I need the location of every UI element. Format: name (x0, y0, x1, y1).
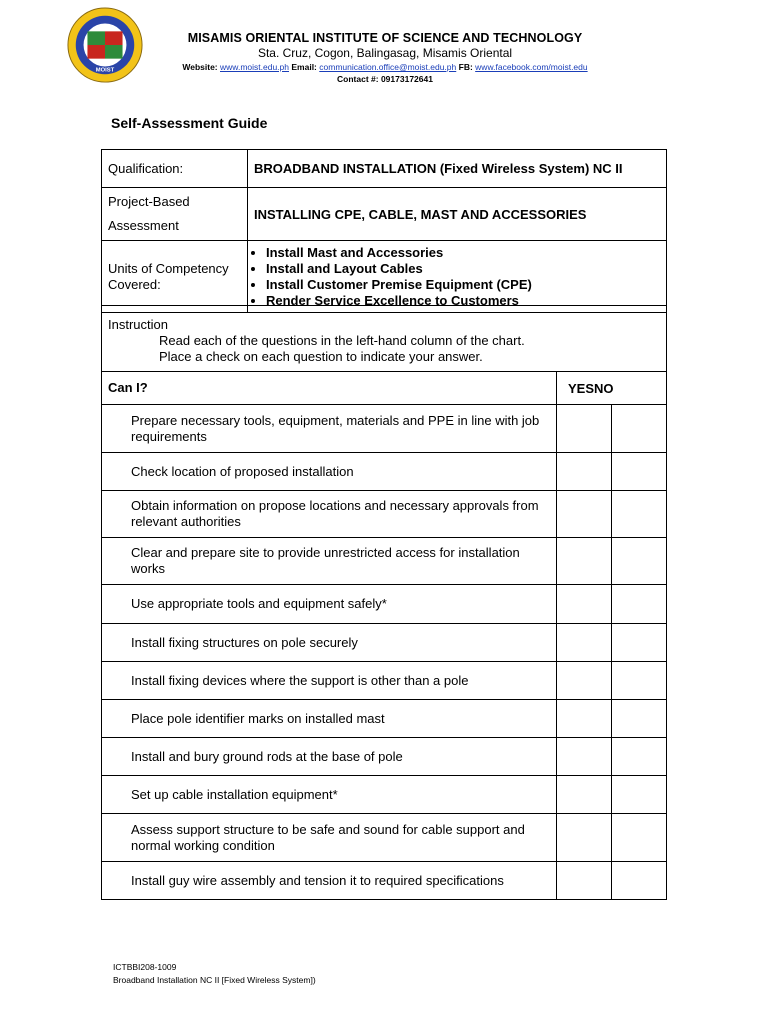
yes-checkbox-cell[interactable] (557, 662, 612, 700)
question-text: Install guy wire assembly and tension it to required specifications (102, 862, 557, 900)
question-text: Set up cable installation equipment* (102, 776, 557, 814)
no-checkbox-cell[interactable] (612, 405, 667, 453)
question-row (102, 453, 667, 491)
unit-item: • Install Mast and Accessories (266, 245, 660, 261)
project-value: INSTALLING CPE, CABLE, MAST AND ACCESSORIES (248, 188, 667, 241)
yes-checkbox-cell[interactable] (557, 862, 612, 900)
units-label: Units of Competency Covered: (102, 241, 248, 313)
question-text: Obtain information on propose locations and necessary approvals from relevant authorities (102, 491, 557, 538)
website-label: Website: (182, 62, 218, 72)
question-row (102, 862, 667, 900)
unit-item: • Install Customer Premise Equipment (CPE) (266, 277, 660, 293)
no-checkbox-cell[interactable] (612, 700, 667, 738)
document-title: Self-Assessment Guide (111, 115, 268, 131)
qualification-label: Qualification: (102, 150, 248, 188)
no-checkbox-cell[interactable] (612, 453, 667, 491)
project-label (102, 188, 248, 241)
instruction-title: Instruction (108, 317, 168, 332)
yes-checkbox-cell[interactable] (557, 585, 612, 624)
no-checkbox-cell[interactable] (612, 862, 667, 900)
units-value (248, 241, 667, 313)
no-checkbox-cell[interactable] (612, 585, 667, 624)
question-text: Assess support structure to be safe and sound for cable support and normal working condition (102, 814, 557, 862)
footer-title: Broadband Installation NC II [Fixed Wireless System]) (113, 975, 316, 985)
question-row (102, 405, 667, 453)
no-checkbox-cell[interactable] (612, 662, 667, 700)
question-row (102, 814, 667, 862)
yes-checkbox-cell[interactable] (557, 624, 612, 662)
instruction-line-2: Place a check on each question to indicate your answer. (159, 349, 483, 364)
question-text: Install and bury ground rods at the base of pole (102, 738, 557, 776)
no-checkbox-cell[interactable] (612, 624, 667, 662)
contact-number: Contact #: 09173172641 (337, 74, 433, 84)
project-row (102, 188, 667, 241)
footer-code: ICTBBI208-1009 (113, 962, 177, 972)
question-row (102, 738, 667, 776)
facebook-link[interactable]: www.facebook.com/moist.edu (475, 62, 588, 72)
logo-text: MOIST (95, 67, 115, 74)
website-link[interactable]: www.moist.edu.ph (220, 62, 289, 72)
question-row (102, 585, 667, 624)
qualification-value: BROADBAND INSTALLATION (Fixed Wireless System) NC II (248, 150, 667, 188)
qualification-row (102, 150, 667, 188)
project-label-line2: Assessment (108, 218, 179, 233)
question-row (102, 700, 667, 738)
no-checkbox-cell[interactable] (612, 814, 667, 862)
header-can-i: Can I? (102, 372, 557, 405)
no-checkbox-cell[interactable] (612, 538, 667, 585)
yes-checkbox-cell[interactable] (557, 700, 612, 738)
project-label-line1: Project-Based (108, 194, 190, 209)
no-checkbox-cell[interactable] (612, 738, 667, 776)
yes-checkbox-cell[interactable] (557, 405, 612, 453)
yes-checkbox-cell[interactable] (557, 538, 612, 585)
header-yes-no: YESNO (557, 372, 667, 405)
question-text: Install fixing devices where the support is other than a pole (102, 662, 557, 700)
units-row (102, 241, 667, 313)
instruction-box (101, 305, 667, 372)
self-assessment-checklist (101, 371, 667, 900)
website-line (150, 62, 620, 72)
school-address: Sta. Cruz, Cogon, Balingasag, Misamis Oriental (257, 46, 513, 60)
unit-item: • Install and Layout Cables (266, 261, 660, 277)
question-row (102, 662, 667, 700)
question-row (102, 776, 667, 814)
units-list (252, 245, 660, 309)
yes-checkbox-cell[interactable] (557, 814, 612, 862)
question-row (102, 491, 667, 538)
checklist-header-row (102, 372, 667, 405)
fb-label: FB: (458, 62, 473, 72)
unit-item: • Render Service Excellence to Customers (266, 293, 660, 309)
yes-checkbox-cell[interactable] (557, 776, 612, 814)
info-table (101, 149, 667, 313)
question-text: Install fixing structures on pole securely (102, 624, 557, 662)
instruction-line-1: Read each of the questions in the left-hand column of the chart. (159, 333, 525, 348)
question-text: Clear and prepare site to provide unrestricted access for installation works (102, 538, 557, 585)
question-row (102, 624, 667, 662)
question-text: Place pole identifier marks on installed mast (102, 700, 557, 738)
question-text: Check location of proposed installation (102, 453, 557, 491)
email-label: Email: (291, 62, 317, 72)
email-link[interactable]: communication.office@moist.edu.ph (319, 62, 457, 72)
question-text: Prepare necessary tools, equipment, materials and PPE in line with job requirements (102, 405, 557, 453)
no-checkbox-cell[interactable] (612, 776, 667, 814)
yes-checkbox-cell[interactable] (557, 453, 612, 491)
no-checkbox-cell[interactable] (612, 491, 667, 538)
yes-checkbox-cell[interactable] (557, 491, 612, 538)
yes-checkbox-cell[interactable] (557, 738, 612, 776)
question-text: Use appropriate tools and equipment safely* (102, 585, 557, 624)
question-row (102, 538, 667, 585)
school-name: MISAMIS ORIENTAL INSTITUTE OF SCIENCE AND TECHNOLOGY (187, 31, 583, 45)
school-logo (66, 6, 144, 84)
